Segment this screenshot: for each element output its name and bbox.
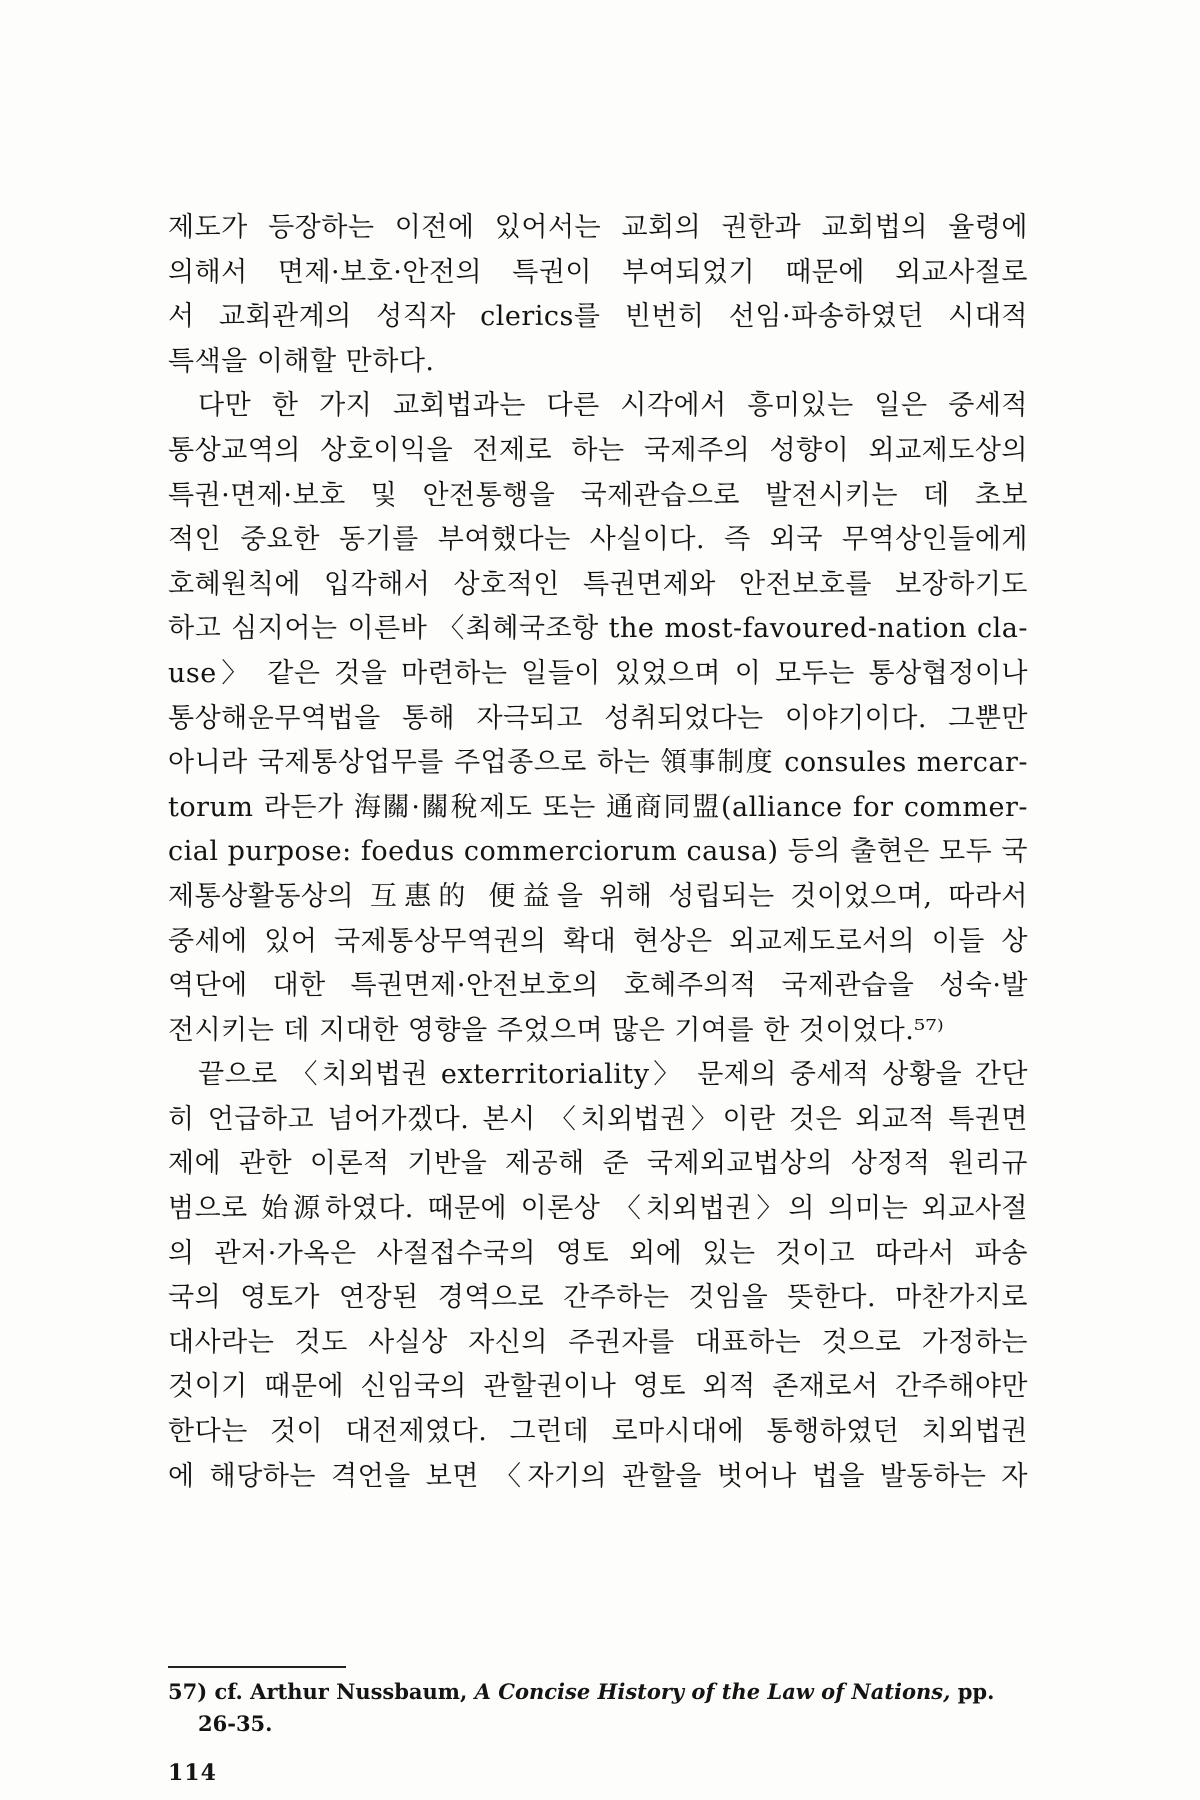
- text-line: 역단에 대한 특권면제·안전보호의 호혜주의적 국제관습을 성숙·발: [168, 970, 1028, 1002]
- text-line: 특색을 이해할 만하다.: [168, 345, 435, 377]
- footnote-57: [168, 1676, 1028, 1708]
- text-line: 국의 영토가 연장된 경역으로 간주하는 것임을 뜻한다. 마찬가지로: [168, 1282, 1028, 1314]
- text-line: 전시키는 데 지대한 영향을 주었으며 많은 기여를 한 것이었다.⁵⁷⁾: [168, 1014, 945, 1046]
- text-line: use〉 같은 것을 마련하는 일들이 있었으며 이 모두는 통상협정이나: [168, 657, 1028, 689]
- footnote-suffix: pp.: [950, 1679, 995, 1704]
- footnote-divider: [168, 1666, 346, 1668]
- text-line: 아니라 국제통상업무를 주업종으로 하는 領事制度 consules mercar-: [168, 747, 1028, 779]
- footnote-book-title: A Concise History of the Law of Nations,: [474, 1679, 951, 1704]
- text-line: 의해서 면제·보호·안전의 특권이 부여되었기 때문에 외교사절로: [168, 256, 1028, 288]
- text-line: 제에 관한 이론적 기반을 제공해 준 국제외교법상의 상정적 원리규: [168, 1148, 1028, 1180]
- text-line: 제도가 등장하는 이전에 있어서는 교회의 권한과 교회법의 율령에: [168, 212, 1028, 243]
- text-line: 범으로 始源하였다. 때문에 이론상 〈치외법권〉의 의미는 외교사절: [168, 1193, 1028, 1225]
- footnote-57-continuation: 26-35.: [198, 1711, 273, 1736]
- text-line: 의 관저·가옥은 사절접수국의 영토 외에 있는 것이고 따라서 파송: [168, 1237, 1028, 1269]
- text-line: cial purpose: foedus commerciorum causa) 등의 출현은 모두 국: [168, 836, 1028, 868]
- page-number: 114: [168, 1760, 217, 1786]
- text-line: 호혜원칙에 입각해서 상호적인 특권면제와 안전보호를 보장하기도: [168, 568, 1028, 600]
- text-line: 끝으로 〈치외법권 exterritoriality〉 문제의 중세적 상황을 간단: [198, 1059, 1028, 1091]
- text-line: 중세에 있어 국제통상무역권의 확대 현상은 외교제도로서의 이들 상: [168, 925, 1028, 957]
- text-line: 대사라는 것도 사실상 자신의 주권자를 대표하는 것으로 가정하는: [168, 1326, 1028, 1358]
- text-line: 제통상활동상의 互惠的 便益을 위해 성립되는 것이었으며, 따라서: [168, 880, 1028, 912]
- text-line: 통상해운무역법을 통해 자극되고 성취되었다는 이야기이다. 그뿐만: [168, 702, 1028, 734]
- text-line: 하고 심지어는 이른바 〈최혜국조항 the most-favoured-nation cla-: [168, 613, 1028, 645]
- text-line: 적인 중요한 동기를 부여했다는 사실이다. 즉 외국 무역상인들에게: [168, 524, 1028, 556]
- text-line: 히 언급하고 넘어가겠다. 본시 〈치외법권〉이란 것은 외교적 특권면: [168, 1103, 1028, 1135]
- body-text: [168, 206, 1028, 1499]
- footnote-prefix: 57) cf. Arthur Nussbaum,: [168, 1679, 475, 1704]
- text-line: 다만 한 가지 교회법과는 다른 시각에서 흥미있는 일은 중세적: [198, 390, 1028, 422]
- text-line: 서 교회관계의 성직자 clerics를 빈번히 선임·파송하였던 시대적: [168, 301, 1028, 333]
- text-line: 한다는 것이 대전제였다. 그런데 로마시대에 통행하였던 치외법권: [168, 1416, 1028, 1448]
- text-line: 에 해당하는 격언을 보면 〈자기의 관할을 벗어나 법을 발동하는 자: [168, 1460, 1028, 1492]
- text-line: 특권·면제·보호 및 안전통행을 국제관습으로 발전시키는 데 초보: [168, 479, 1028, 511]
- footnotes: [168, 1676, 1028, 1740]
- text-line: 것이기 때문에 신임국의 관할권이나 영토 외적 존재로서 간주해야만: [168, 1371, 1028, 1403]
- text-line: 통상교역의 상호이익을 전제로 하는 국제주의 성향이 외교제도상의: [168, 434, 1028, 466]
- text-line: torum 라든가 海關·關稅제도 또는 通商同盟(alliance for commer-: [168, 791, 1028, 823]
